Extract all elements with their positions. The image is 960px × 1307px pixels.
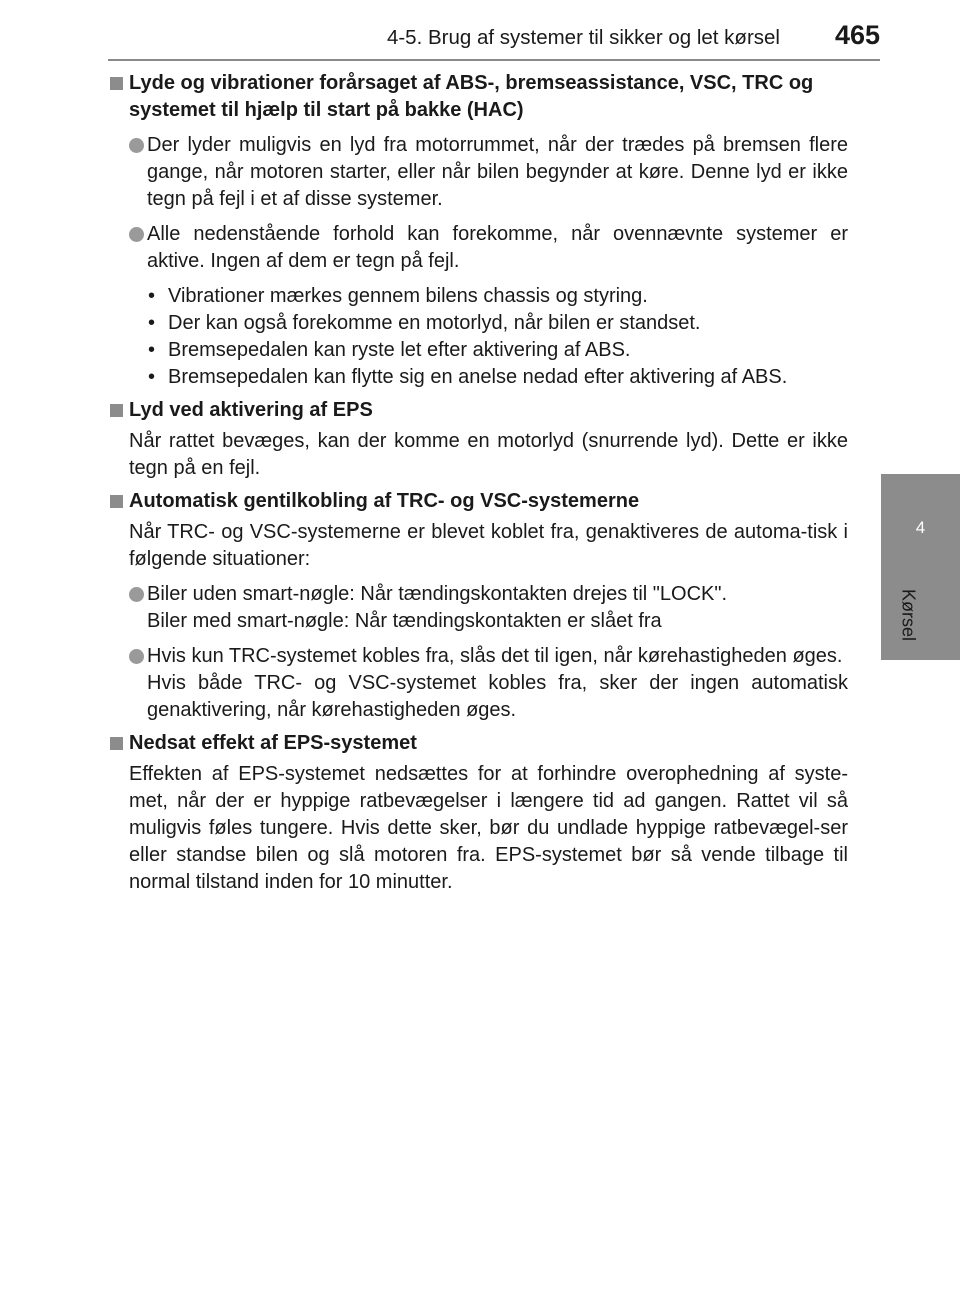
section-eps-reduced bbox=[108, 730, 848, 896]
sub-list-text: Bremsepedalen kan flytte sig en anelse nedad efter aktivering af ABS. bbox=[168, 366, 788, 388]
list-item-line: Biler med smart-nøgle: Når tændingskontakten er slået fra bbox=[147, 610, 662, 632]
section-trc-vsc-reactivation bbox=[108, 488, 848, 724]
section-heading bbox=[108, 488, 848, 515]
sub-list-item bbox=[147, 310, 848, 337]
list-item bbox=[108, 643, 848, 724]
circle-bullet-icon bbox=[129, 649, 144, 664]
paragraph: Når rattet bevæges, kan der komme en motorlyd (snurrende lyd). Dette er ikke tegn på en fejl. bbox=[129, 430, 848, 479]
list-item bbox=[108, 132, 848, 213]
chapter-number: 4 bbox=[915, 518, 926, 537]
dot-marker: • bbox=[148, 312, 156, 334]
list-item bbox=[108, 581, 848, 635]
sub-list-text: Vibrationer mærkes gennem bilens chassis og styring. bbox=[168, 285, 648, 307]
list-item-line: Hvis kun TRC-systemet kobles fra, slås det til igen, når kørehastigheden øges. bbox=[147, 645, 843, 667]
sub-list-text: Bremsepedalen kan ryste let efter aktivering af ABS. bbox=[168, 339, 631, 361]
dot-marker: • bbox=[148, 285, 156, 307]
heading-line: Lyde og vibrationer forårsaget af ABS-, bremseassistance, VSC, TRC og bbox=[129, 72, 814, 94]
list-item-text: Der lyder muligvis en lyd fra motorrummet, når der trædes på bremsen flere gange, når motoren starter, eller når bilen begynder at køre. Denne lyd er ikke tegn på fejl i et af disse systemer. bbox=[147, 134, 848, 210]
paragraph: Effekten af EPS-systemet nedsættes for at forhindre overophedning af syste-met, når der er hyppige ratbevægelser i længere tid ad gangen. Rattet vil så muligvis føles tungere. Hvis dette sker, bør du undlade hyppige ratbevægel-ser eller standse bilen og slå motoren fra. EPS-systemet bør så vende tilbage til normal tilstand inden for 10 minutter. bbox=[129, 763, 848, 893]
header-divider bbox=[108, 59, 880, 61]
list-item-line: Hvis både TRC- og VSC-systemet kobles fra, sker der ingen automatisk genaktivering, når kørehastigheden øges. bbox=[147, 672, 848, 721]
list-item-line: Biler uden smart-nøgle: Når tændingskontakten drejes til "LOCK". bbox=[147, 583, 728, 605]
dot-marker: • bbox=[148, 366, 156, 388]
section-heading bbox=[108, 70, 848, 124]
sub-list-item bbox=[147, 364, 848, 391]
section-title: 4-5. Brug af systemer til sikker og let kørsel bbox=[386, 26, 780, 49]
sub-list-item bbox=[147, 337, 848, 364]
page-number: 465 bbox=[834, 20, 880, 50]
circle-bullet-icon bbox=[129, 587, 144, 602]
square-bullet-icon bbox=[110, 404, 123, 417]
section-heading bbox=[108, 397, 848, 424]
heading-text: Automatisk gentilkobling af TRC- og VSC-systemerne bbox=[129, 490, 640, 512]
sub-list bbox=[108, 283, 848, 391]
list-item bbox=[108, 221, 848, 275]
paragraph: Når TRC- og VSC-systemerne er blevet koblet fra, genaktiveres de automa-tisk i følgende situationer: bbox=[129, 521, 848, 570]
square-bullet-icon bbox=[110, 77, 123, 90]
heading-text: Nedsat effekt af EPS-systemet bbox=[129, 732, 417, 754]
section-eps-sound bbox=[108, 397, 848, 482]
sub-list-text: Der kan også forekomme en motorlyd, når bilen er standset. bbox=[168, 312, 701, 334]
main-content bbox=[108, 70, 848, 902]
heading-text: Lyd ved aktivering af EPS bbox=[129, 399, 373, 421]
square-bullet-icon bbox=[110, 737, 123, 750]
sub-list-item bbox=[147, 283, 848, 310]
chapter-label bbox=[893, 575, 923, 655]
dot-marker: • bbox=[148, 339, 156, 361]
circle-bullet-icon bbox=[129, 138, 144, 153]
chapter-label-text: Kørsel bbox=[898, 588, 919, 642]
page-header bbox=[0, 0, 960, 60]
heading-line: systemet til hjælp til start på bakke (HAC) bbox=[129, 99, 524, 121]
circle-bullet-icon bbox=[129, 227, 144, 242]
square-bullet-icon bbox=[110, 495, 123, 508]
section-abs-noise bbox=[108, 70, 848, 391]
section-heading bbox=[108, 730, 848, 757]
list-item-text: Alle nedenstående forhold kan forekomme, når ovennævnte systemer er aktive. Ingen af dem er tegn på fejl. bbox=[147, 223, 848, 272]
